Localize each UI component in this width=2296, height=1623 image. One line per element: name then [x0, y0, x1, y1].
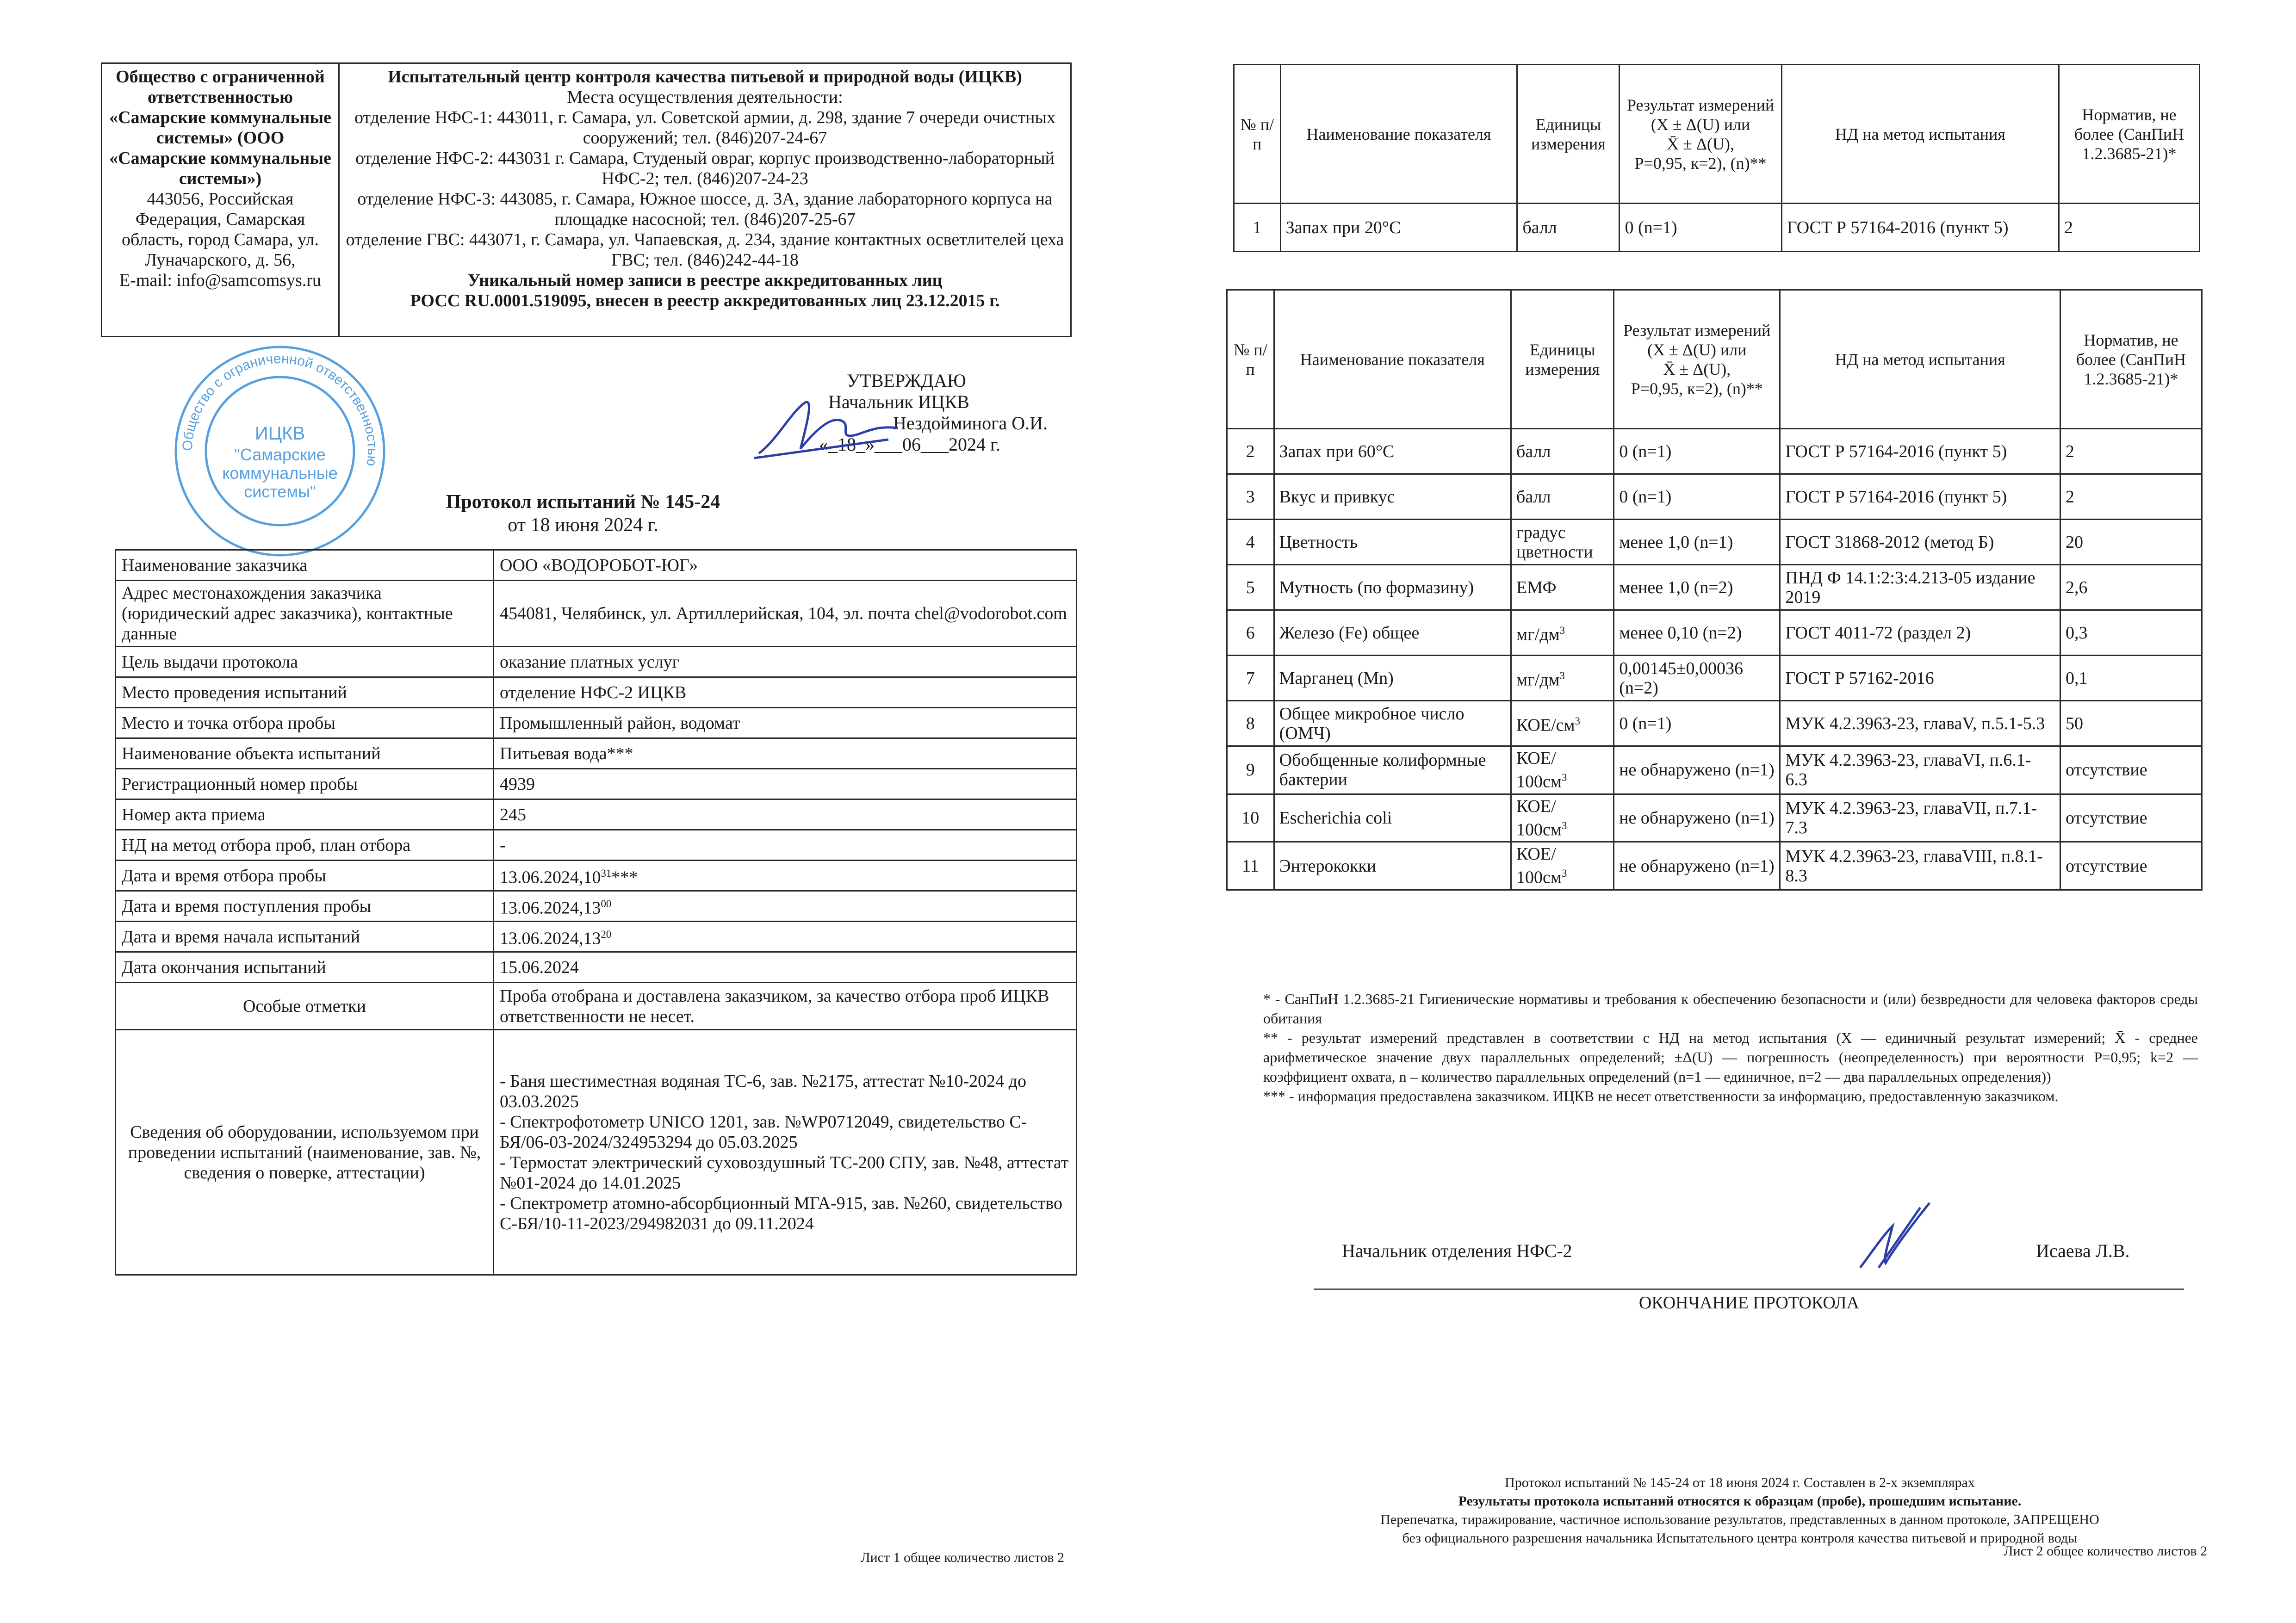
- info-key: Дата окончания испытаний: [116, 952, 494, 983]
- result-name-text: Вкус и привкус: [1279, 487, 1395, 507]
- result-name-text: Мутность (по формазину): [1279, 577, 1474, 597]
- info-key: Цель выдачи протокола: [116, 647, 494, 677]
- equipment-item: - Термостат электрический суховоздушный ТС-200 СПУ, зав. №48, аттестат №01-2024 до 14.01.2025: [500, 1152, 1069, 1193]
- result-num-text: 11: [1241, 856, 1259, 876]
- result-value-text: менее 0,10 (n=2): [1619, 623, 1742, 643]
- result-name: [1274, 565, 1511, 610]
- result-method: [1780, 794, 2060, 842]
- info-value-tail: ***: [611, 867, 638, 887]
- results-table-1: [1233, 64, 2200, 252]
- result-num-text: 10: [1241, 808, 1260, 828]
- result-method: [1780, 429, 2060, 474]
- result-name-text: Общее микробное число (ОМЧ): [1279, 704, 1464, 743]
- info-value: [494, 983, 1077, 1030]
- result-method: [1780, 565, 2060, 610]
- col-result-l2: (X ± Δ(U) или: [1651, 115, 1750, 134]
- result-name: [1274, 520, 1511, 565]
- stamp-ring-text: Общество с ограниченной ответственностью: [180, 351, 380, 467]
- info-value-text: Проба отобрана и доставлена заказчиком, за качество отбора проб ИЦКВ ответственности не несет.: [500, 986, 1049, 1026]
- result-method-text: МУК 4.2.3963-23, главаVI, п.6.1- 6.3: [1785, 750, 2031, 790]
- result-method: [1780, 842, 2060, 890]
- info-value-text: Промышленный район, водомат: [500, 713, 740, 733]
- footer-line-1: Протокол испытаний № 145-24 от 18 июня 2024 г. Составлен в 2-х экземплярах: [1505, 1475, 1975, 1490]
- result-unit: [1511, 610, 1614, 656]
- info-row: [116, 922, 1077, 952]
- registry-line-1: Уникальный номер записи в реестре аккредитованных лиц: [467, 271, 943, 290]
- signoff-signature: [1851, 1198, 1943, 1272]
- dept-2: отделение НФС-2: 443031 г. Самара, Студеный овраг, корпус производственно-лабораторный НФС-2; тел. (846)207-24-23: [355, 149, 1055, 188]
- result-norm-text: 20: [2065, 532, 2083, 552]
- info-value-text: 4939: [500, 774, 535, 794]
- col-method: НД на метод испытания: [1780, 290, 2060, 429]
- result-unit-text: КОЕ/ 100см: [1516, 844, 1562, 887]
- result-value-text: 0 (n=1): [1619, 487, 1672, 507]
- footnote-3: *** - информация предоставлена заказчиком. ИЦКВ не несет ответственности за информацию, предоставленную заказчиком.: [1263, 1088, 2059, 1104]
- result-name-text: Escherichia coli: [1279, 808, 1392, 828]
- dept-4: отделение ГВС: 443071, г. Самара, ул. Чапаевская, д. 234, здание контактных осветлителей цеха ГВС; тел. (846)242-44-18: [346, 230, 1064, 270]
- result-name: [1274, 474, 1511, 520]
- result-norm-text: отсутствие: [2065, 856, 2147, 876]
- result-method: [1780, 746, 2060, 794]
- result-unit: [1511, 842, 1614, 890]
- result-row: [1227, 656, 2202, 701]
- result-name-text: Цветность: [1279, 532, 1358, 552]
- col-result-l4: Р=0,95, к=2), (n)**: [1631, 379, 1763, 398]
- result-value: [1614, 520, 1780, 565]
- result-method: [1780, 610, 2060, 656]
- result-method-text: МУК 4.2.3963-23, главаV, п.5.1-5.3: [1785, 713, 2045, 733]
- result-name: [1274, 746, 1511, 794]
- result-row: [1227, 746, 2202, 794]
- result-value: [1614, 656, 1780, 701]
- result-method: [1780, 656, 2060, 701]
- sheet-number-1: Лист 1 общее количество листов 2: [861, 1550, 1064, 1565]
- result-unit-sup: 3: [1561, 867, 1567, 880]
- svg-text:коммунальные: коммунальные: [222, 464, 338, 483]
- result-num-text: 2: [1246, 441, 1255, 461]
- protocol-title-block: [352, 490, 814, 537]
- result-norm: [2060, 746, 2202, 794]
- result-name-text: Обобщенные колиформные бактерии: [1279, 750, 1486, 790]
- result-name: [1274, 610, 1511, 656]
- result-value-text: менее 1,0 (n=2): [1619, 577, 1733, 597]
- result-unit-text: градус цветности: [1516, 522, 1593, 562]
- result-num: [1227, 474, 1274, 520]
- results-table-2: [1226, 289, 2203, 891]
- result-unit: [1517, 204, 1620, 252]
- result-name-text: Марганец (Mn): [1279, 668, 1394, 688]
- result-value: [1614, 474, 1780, 520]
- info-value-text: 245: [500, 805, 526, 824]
- info-row: [116, 708, 1077, 738]
- result-row: [1227, 610, 2202, 656]
- result-name: [1274, 656, 1511, 701]
- col-result-l1: Результат измерений: [1623, 321, 1771, 340]
- equipment-key: Сведения об оборудовании, используемом при проведении испытаний (наименование, зав. №, сведения о поверке, аттестации): [116, 1030, 494, 1275]
- result-unit-text: балл: [1516, 441, 1551, 461]
- result-unit-sup: 3: [1559, 670, 1565, 682]
- info-key: Наименование заказчика: [116, 550, 494, 581]
- col-num: № п/п: [1227, 290, 1274, 429]
- result-num: [1227, 794, 1274, 842]
- result-num: [1227, 656, 1274, 701]
- col-norm: Норматив, не более (СанПиН 1.2.3685-21)*: [2059, 65, 2199, 204]
- col-num: № п/п: [1234, 65, 1281, 204]
- info-key: Дата и время поступления пробы: [116, 891, 494, 922]
- result-value: [1614, 746, 1780, 794]
- page2-footer: [1277, 1474, 2203, 1548]
- info-value: [494, 677, 1077, 708]
- result-method: [1780, 474, 2060, 520]
- info-key: Дата и время отбора пробы: [116, 861, 494, 891]
- result-value-text: 0 (n=1): [1619, 441, 1672, 461]
- info-row: [116, 952, 1077, 983]
- result-name-text: Запах при 60°С: [1279, 441, 1395, 461]
- result-norm-text: 2: [2065, 487, 2074, 507]
- result-method-text: МУК 4.2.3963-23, главаVII, п.7.1- 7.3: [1785, 798, 2037, 837]
- result-name-text: Железо (Fe) общее: [1279, 623, 1420, 643]
- result-row: [1227, 794, 2202, 842]
- info-value: [494, 581, 1077, 647]
- info-value: [494, 708, 1077, 738]
- result-num: [1227, 610, 1274, 656]
- svg-text:"Самарские: "Самарские: [234, 445, 326, 464]
- result-unit: [1511, 656, 1614, 701]
- info-value-sup: 00: [601, 898, 612, 910]
- result-norm: [2060, 842, 2202, 890]
- result-value: [1614, 610, 1780, 656]
- svg-text:ИЦКВ: ИЦКВ: [254, 423, 305, 444]
- result-norm: [2060, 656, 2202, 701]
- result-name: [1274, 701, 1511, 746]
- col-result: [1614, 290, 1780, 429]
- info-value-text: 13.06.2024,13: [500, 898, 601, 918]
- info-row: [116, 581, 1077, 647]
- registry-line-2: РОСС RU.0001.519095, внесен в реестр аккредитованных лиц 23.12.2015 г.: [410, 291, 1000, 310]
- result-value-text: не обнаружено (n=1): [1619, 760, 1775, 780]
- footnote-1: * - СанПиН 1.2.3685-21 Гигиенические нормативы и требования к обеспечению безопасности и (или) безвредности для человека факторов среды обитания: [1263, 991, 2198, 1027]
- center-title: Испытательный центр контроля качества питьевой и природной воды (ИЦКВ): [388, 67, 1022, 87]
- info-row: [116, 677, 1077, 708]
- signoff-role: Начальник отделения НФС-2: [1342, 1240, 1572, 1261]
- result-method-text: ГОСТ Р 57164-2016 (пункт 5): [1787, 217, 2009, 237]
- equipment-item: - Спектрометр атомно-абсорбционный МГА-915, зав. №260, свидетельство С-БЯ/10-11-2023/294982031 до 09.11.2024: [500, 1193, 1062, 1233]
- result-num-text: 6: [1246, 623, 1255, 643]
- result-num: [1234, 204, 1281, 252]
- result-value-text: 0 (n=1): [1625, 217, 1677, 237]
- places-label: Места осуществления деятельности:: [567, 87, 843, 107]
- header-block: [101, 62, 1072, 337]
- result-unit: [1511, 794, 1614, 842]
- info-key: Номер акта приема: [116, 799, 494, 830]
- result-name: [1280, 204, 1517, 252]
- approval-signature: [750, 384, 916, 467]
- end-of-protocol: ОКОНЧАНИЕ ПРОТОКОЛА: [1314, 1288, 2184, 1313]
- result-norm: [2060, 474, 2202, 520]
- result-value: [1614, 429, 1780, 474]
- info-key: Адрес местонахождения заказчика (юридический адрес заказчика), контактные данные: [116, 581, 494, 647]
- result-norm: [2060, 701, 2202, 746]
- col-result-l3: X̄ ± Δ(U),: [1663, 359, 1731, 378]
- col-result-l2: (X ± Δ(U) или: [1647, 340, 1747, 359]
- result-num-text: 9: [1246, 760, 1255, 780]
- info-value: [494, 769, 1077, 799]
- result-method: [1781, 204, 2059, 252]
- result-norm-text: 50: [2065, 713, 2083, 733]
- result-row: [1227, 565, 2202, 610]
- col-result-l1: Результат измерений: [1626, 95, 1775, 114]
- col-units: Единицы измерения: [1517, 65, 1620, 204]
- dept-3: отделение НФС-3: 443085, г. Самара, Южное шоссе, д. 3А, здание лабораторного корпуса на площадке насосной; тел. (846)207-25-67: [357, 189, 1053, 229]
- footer-line-3: Перепечатка, тиражирование, частичное использование результатов, представленных в данном протоколе, ЗАПРЕЩЕНО: [1380, 1512, 2099, 1527]
- result-unit-sup: 3: [1559, 625, 1565, 637]
- result-method-text: МУК 4.2.3963-23, главаVIII, п.8.1- 8.3: [1785, 846, 2043, 886]
- info-row: [116, 861, 1077, 891]
- result-name: [1274, 429, 1511, 474]
- result-unit-sup: 3: [1575, 715, 1580, 727]
- result-num-text: 7: [1246, 668, 1255, 688]
- footnote-2: ** - результат измерений представлен в соответствии с НД на метод испытания (X — единичный результат измерений; X̄ - среднее арифметическое значение двух параллельных определений; ±Δ(U) — погрешность (неопределенность) при вероятности Р=0,95; k=2 — коэффициент охвата, n – количество параллельных определений (n=1 — единичное, n=2 — два параллельных определения)): [1263, 1029, 2198, 1085]
- approve-title: УТВЕРЖДАЮ: [847, 370, 966, 391]
- result-unit: [1511, 701, 1614, 746]
- result-name-text: Энтерококки: [1279, 856, 1377, 876]
- info-value: [494, 738, 1077, 769]
- result-value-text: 0 (n=1): [1619, 713, 1672, 733]
- col-result-l3: X̄ ± Δ(U),: [1667, 134, 1735, 153]
- info-value: [494, 830, 1077, 861]
- footnotes: [1263, 989, 2198, 1106]
- result-num: [1227, 520, 1274, 565]
- info-value-sup: 31: [601, 867, 612, 880]
- result-norm-text: 2: [2065, 441, 2074, 461]
- info-value-text: Питьевая вода***: [500, 743, 633, 763]
- result-method-text: ПНД Ф 14.1:2:3:4.213-05 издание 2019: [1785, 568, 2035, 607]
- approve-date: «_18_»___06___2024 г.: [819, 434, 1000, 455]
- info-row: [116, 647, 1077, 677]
- info-value-text: 13.06.2024,10: [500, 867, 601, 887]
- info-key: НД на метод отбора проб, план отбора: [116, 830, 494, 861]
- protocol-date: от 18 июня 2024 г.: [508, 514, 658, 536]
- result-num: [1227, 746, 1274, 794]
- result-unit-text: КОЕ/ 100см: [1516, 796, 1562, 840]
- signoff-name: Исаева Л.В.: [2036, 1240, 2130, 1261]
- org-address: 443056, Российская Федерация, Самарская область, город Самара, ул. Луначарского, д. 56,: [122, 189, 319, 270]
- result-method-text: ГОСТ 31868-2012 (метод Б): [1785, 532, 1994, 552]
- sheet-number-2: Лист 2 общее количество листов 2: [2004, 1543, 2207, 1559]
- result-unit-text: КОЕ/см: [1516, 715, 1575, 735]
- svg-text:системы": системы": [244, 482, 316, 501]
- info-value-text: отделение НФС-2 ИЦКВ: [500, 682, 687, 702]
- equipment-item: - Баня шестиместная водяная ТС-6, зав. №2175, аттестат №10-2024 до 03.03.2025: [500, 1071, 1026, 1111]
- result-unit: [1511, 429, 1614, 474]
- result-num: [1227, 701, 1274, 746]
- result-value: [1614, 701, 1780, 746]
- protocol-title: Протокол испытаний № 145-24: [446, 491, 720, 513]
- result-row: [1227, 842, 2202, 890]
- result-norm-text: отсутствие: [2065, 808, 2147, 828]
- result-unit-text: КОЕ/ 100см: [1516, 749, 1562, 792]
- info-row: [116, 738, 1077, 769]
- info-key: Особые отметки: [116, 983, 494, 1030]
- result-method-text: ГОСТ 4011-72 (раздел 2): [1785, 623, 1971, 643]
- result-unit-text: мг/дм: [1516, 670, 1560, 690]
- footer-line-2: Результаты протокола испытаний относятся к образцам (пробе), прошедшим испытание.: [1458, 1493, 2022, 1509]
- info-key: Наименование объекта испытаний: [116, 738, 494, 769]
- result-value: [1614, 842, 1780, 890]
- result-norm-text: 2: [2064, 217, 2073, 237]
- result-name-text: Запах при 20°С: [1285, 217, 1401, 237]
- result-method: [1780, 520, 2060, 565]
- signoff-block: [1342, 1240, 2198, 1262]
- result-value-text: 0,00145±0,00036 (n=2): [1619, 658, 1744, 698]
- info-value: [494, 647, 1077, 677]
- col-norm: Норматив, не более (СанПиН 1.2.3685-21)*: [2060, 290, 2202, 429]
- dept-1: отделение НФС-1: 443011, г. Самара, ул. Советской армии, д. 298, здание 7 очереди очистных сооружений; тел. (846)207-24-67: [354, 108, 1056, 148]
- col-result: [1620, 65, 1781, 204]
- result-row: [1234, 204, 2200, 252]
- result-value-text: не обнаружено (n=1): [1619, 808, 1775, 828]
- result-num-text: 3: [1246, 487, 1255, 507]
- approve-role: Начальник ИЦКВ: [828, 391, 969, 412]
- result-norm: [2060, 565, 2202, 610]
- result-value: [1614, 794, 1780, 842]
- footer-line-4: без официального разрешения начальника Испытательного центра контроля качества питьевой и природной воды: [1402, 1530, 2078, 1546]
- info-value-sup: 20: [601, 929, 612, 941]
- org-name: Общество с ограниченной ответственностью «Самарские коммунальные системы» (ООО «Самарские коммунальные системы»): [109, 67, 331, 188]
- result-num-text: 8: [1246, 713, 1255, 733]
- result-unit: [1511, 520, 1614, 565]
- result-value: [1620, 204, 1781, 252]
- col-units: Единицы измерения: [1511, 290, 1614, 429]
- result-norm-text: отсутствие: [2065, 760, 2147, 780]
- result-num: [1227, 842, 1274, 890]
- result-norm: [2060, 520, 2202, 565]
- result-unit-text: балл: [1522, 217, 1557, 237]
- result-method-text: ГОСТ Р 57162-2016: [1785, 668, 1934, 688]
- info-value: [494, 952, 1077, 983]
- info-value: [494, 891, 1077, 922]
- result-value-text: менее 1,0 (n=1): [1619, 532, 1733, 552]
- equipment-list: [494, 1030, 1077, 1275]
- info-key: Место проведения испытаний: [116, 677, 494, 708]
- result-unit-sup: 3: [1561, 772, 1567, 783]
- approve-name: Нездойминога О.И.: [893, 413, 1048, 434]
- info-value-text: 15.06.2024: [500, 957, 579, 977]
- info-row: [116, 550, 1077, 581]
- result-unit-sup: 3: [1561, 819, 1567, 831]
- info-value: [494, 861, 1077, 891]
- info-row: [116, 891, 1077, 922]
- result-norm: [2060, 794, 2202, 842]
- result-row: [1227, 520, 2202, 565]
- info-value-text: 454081, Челябинск, ул. Артиллерийская, 104, эл. почта chel@vodorobot.com: [500, 604, 1067, 623]
- equipment-row: [116, 1030, 1077, 1275]
- info-value: [494, 799, 1077, 830]
- info-value-text: 13.06.2024,13: [500, 929, 601, 948]
- col-name: Наименование показателя: [1280, 65, 1517, 204]
- org-email: E-mail: info@samcomsys.ru: [119, 271, 322, 290]
- result-value-text: не обнаружено (n=1): [1619, 856, 1775, 876]
- info-key: Место и точка отбора пробы: [116, 708, 494, 738]
- result-method-text: ГОСТ Р 57164-2016 (пункт 5): [1785, 441, 2007, 461]
- result-unit: [1511, 474, 1614, 520]
- customer-info-table: [115, 549, 1077, 1276]
- equipment-item: - Спектрофотометр UNICO 1201, зав. №WP0712049, свидетельство С-БЯ/06-03-2024/324953294 до 05.03.2025: [500, 1112, 1027, 1152]
- col-name: Наименование показателя: [1274, 290, 1511, 429]
- result-norm: [2060, 610, 2202, 656]
- result-unit-text: мг/дм: [1516, 625, 1560, 644]
- result-norm-text: 2,6: [2065, 577, 2088, 597]
- col-result-l4: Р=0,95, к=2), (n)**: [1634, 154, 1767, 173]
- result-unit: [1511, 565, 1614, 610]
- col-method: НД на метод испытания: [1781, 65, 2059, 204]
- info-value-text: -: [500, 835, 506, 855]
- result-name: [1274, 794, 1511, 842]
- info-key: Регистрационный номер пробы: [116, 769, 494, 799]
- result-method: [1780, 701, 2060, 746]
- result-row: [1227, 701, 2202, 746]
- info-row: [116, 799, 1077, 830]
- result-unit-text: ЕМФ: [1516, 577, 1557, 597]
- result-norm: [2060, 429, 2202, 474]
- info-row: [116, 983, 1077, 1030]
- info-value: [494, 550, 1077, 581]
- result-num: [1227, 429, 1274, 474]
- result-norm: [2059, 204, 2199, 252]
- result-num-text: 1: [1253, 217, 1262, 237]
- result-unit: [1511, 746, 1614, 794]
- org-cell: [102, 63, 339, 337]
- result-value: [1614, 565, 1780, 610]
- result-name: [1274, 842, 1511, 890]
- info-key: Дата и время начала испытаний: [116, 922, 494, 952]
- result-row: [1227, 429, 2202, 474]
- info-value-text: оказание платных услуг: [500, 652, 680, 672]
- result-norm-text: 0,1: [2065, 668, 2088, 688]
- center-cell: [339, 63, 1071, 337]
- result-row: [1227, 474, 2202, 520]
- info-value-text: ООО «ВОДОРОБОТ-ЮГ»: [500, 555, 698, 575]
- result-norm-text: 0,3: [2065, 623, 2088, 643]
- result-num-text: 4: [1246, 532, 1255, 552]
- info-row: [116, 769, 1077, 799]
- result-num: [1227, 565, 1274, 610]
- result-method-text: ГОСТ Р 57164-2016 (пункт 5): [1785, 487, 2007, 507]
- info-row: [116, 830, 1077, 861]
- result-unit-text: балл: [1516, 487, 1551, 507]
- info-value: [494, 922, 1077, 952]
- result-num-text: 5: [1246, 577, 1255, 597]
